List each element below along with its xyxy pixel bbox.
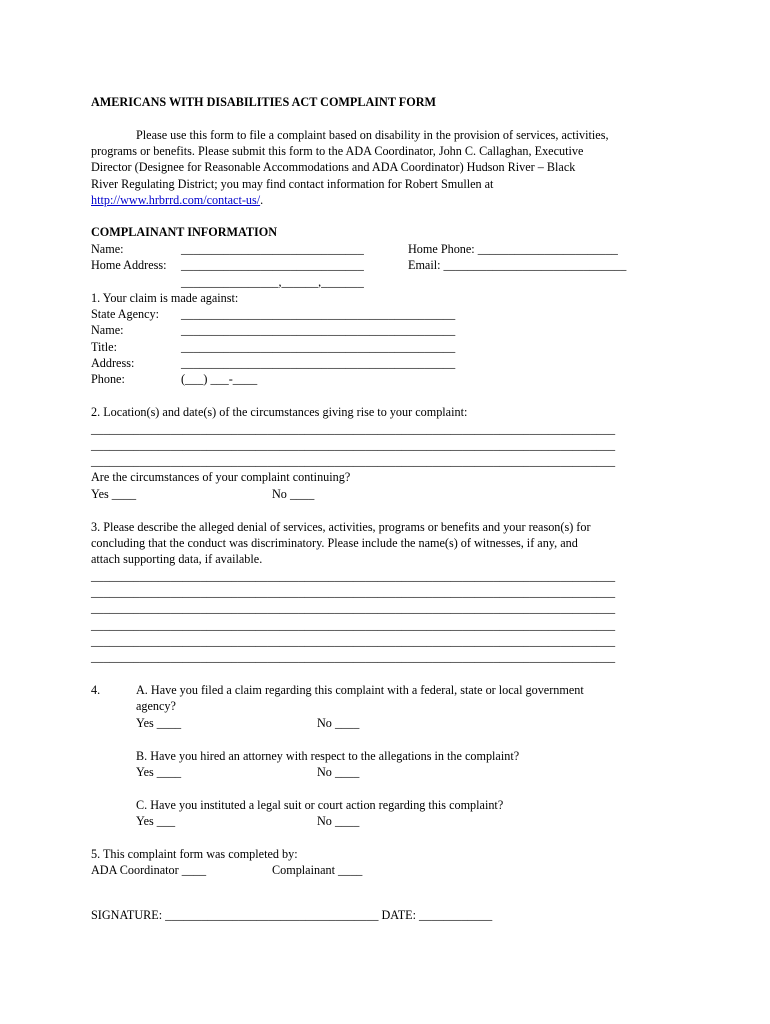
q1-heading: 1. Your claim is made against:	[91, 291, 239, 305]
continuing-no[interactable]: No ____	[272, 487, 315, 501]
q4a-line-2: agency?	[136, 699, 176, 713]
q4a-yes[interactable]: Yes ____	[136, 716, 182, 730]
state-agency-field[interactable]: _____________________________________________	[181, 307, 456, 321]
email-field[interactable]: Email: ______________________________	[408, 258, 627, 272]
home-address-field[interactable]: ______________________________	[181, 258, 364, 272]
continuing-question: Are the circumstances of your complaint continuing?	[91, 470, 351, 484]
intro-line-4: River Regulating District; you may find contact information for Robert Smullen at	[91, 177, 494, 191]
q3-answer-line[interactable]: ______________________________________________________________________________________	[91, 650, 616, 664]
q4b-yes[interactable]: Yes ____	[136, 765, 182, 779]
q4-number: 4.	[91, 683, 101, 697]
home-phone-field[interactable]: Home Phone: _______________________	[408, 242, 618, 256]
home-address-label: Home Address:	[91, 258, 167, 272]
respondent-title-label: Title:	[91, 340, 117, 354]
complainant-heading: COMPLAINANT INFORMATION	[91, 225, 278, 239]
q4c-yes[interactable]: Yes ___	[136, 814, 176, 828]
q2-answer-line[interactable]: ______________________________________________________________________________________	[91, 438, 616, 452]
intro-line-2: programs or benefits. Please submit this form to the ADA Coordinator, John C. Callaghan, Executive	[91, 144, 584, 158]
q4b-no[interactable]: No ____	[317, 765, 360, 779]
q3-answer-line[interactable]: ______________________________________________________________________________________	[91, 618, 616, 632]
respondent-address-field[interactable]: _____________________________________________	[181, 356, 456, 370]
q2-heading: 2. Location(s) and date(s) of the circumstances giving rise to your complaint:	[91, 405, 468, 419]
q4b-question: B. Have you hired an attorney with respect to the allegations in the complaint?	[136, 749, 520, 763]
q3-answer-line[interactable]: ______________________________________________________________________________________	[91, 601, 616, 615]
name-label: Name:	[91, 242, 124, 256]
continuing-yes[interactable]: Yes ____	[91, 487, 137, 501]
q4a-no[interactable]: No ____	[317, 716, 360, 730]
complainant-name-field[interactable]: ______________________________	[181, 242, 364, 256]
completed-by-complainant[interactable]: Complainant ____	[272, 863, 363, 877]
completed-by-ada[interactable]: ADA Coordinator ____	[91, 863, 207, 877]
intro-line-5	[91, 192, 263, 208]
q5-heading: 5. This complaint form was completed by:	[91, 847, 298, 861]
state-agency-label: State Agency:	[91, 307, 160, 321]
q2-answer-line[interactable]: ______________________________________________________________________________________	[91, 454, 616, 468]
signature-date-line[interactable]: SIGNATURE: ___________________________________ DATE: ____________	[91, 908, 493, 922]
city-state-zip-field[interactable]: ________________,______,_______	[181, 275, 364, 289]
contact-link[interactable]: http://www.hrbrrd.com/contact-us/	[91, 193, 261, 207]
q3-answer-line[interactable]: ______________________________________________________________________________________	[91, 634, 616, 648]
q3-answer-line[interactable]: ______________________________________________________________________________________	[91, 585, 616, 599]
form-title: AMERICANS WITH DISABILITIES ACT COMPLAINT FORM	[91, 95, 437, 109]
respondent-phone-label: Phone:	[91, 372, 125, 386]
q4c-no[interactable]: No ____	[317, 814, 360, 828]
q3-line-2: concluding that the conduct was discriminatory. Please include the name(s) of witnesses, if any, and	[91, 536, 578, 550]
q3-answer-line[interactable]: ______________________________________________________________________________________	[91, 569, 616, 583]
intro-line-3: Director (Designee for Reasonable Accommodations and ADA Coordinator) Hudson River – Black	[91, 160, 576, 174]
q3-line-3: attach supporting data, if available.	[91, 552, 263, 566]
q4a-line-1: A. Have you filed a claim regarding this complaint with a federal, state or local government	[136, 683, 584, 697]
respondent-name-label: Name:	[91, 323, 124, 337]
q4c-question: C. Have you instituted a legal suit or court action regarding this complaint?	[136, 798, 504, 812]
q3-line-1: 3. Please describe the alleged denial of services, activities, programs or benefits and your reason(s) for	[91, 520, 591, 534]
intro-line-1: Please use this form to file a complaint based on disability in the provision of services, activities,	[136, 128, 609, 142]
q2-answer-line[interactable]: ______________________________________________________________________________________	[91, 422, 616, 436]
respondent-title-field[interactable]: _____________________________________________	[181, 340, 456, 354]
respondent-name-field[interactable]: _____________________________________________	[181, 323, 456, 337]
respondent-phone-field[interactable]: (___) ___-____	[181, 372, 258, 386]
respondent-address-label: Address:	[91, 356, 135, 370]
intro-period: .	[260, 193, 264, 207]
